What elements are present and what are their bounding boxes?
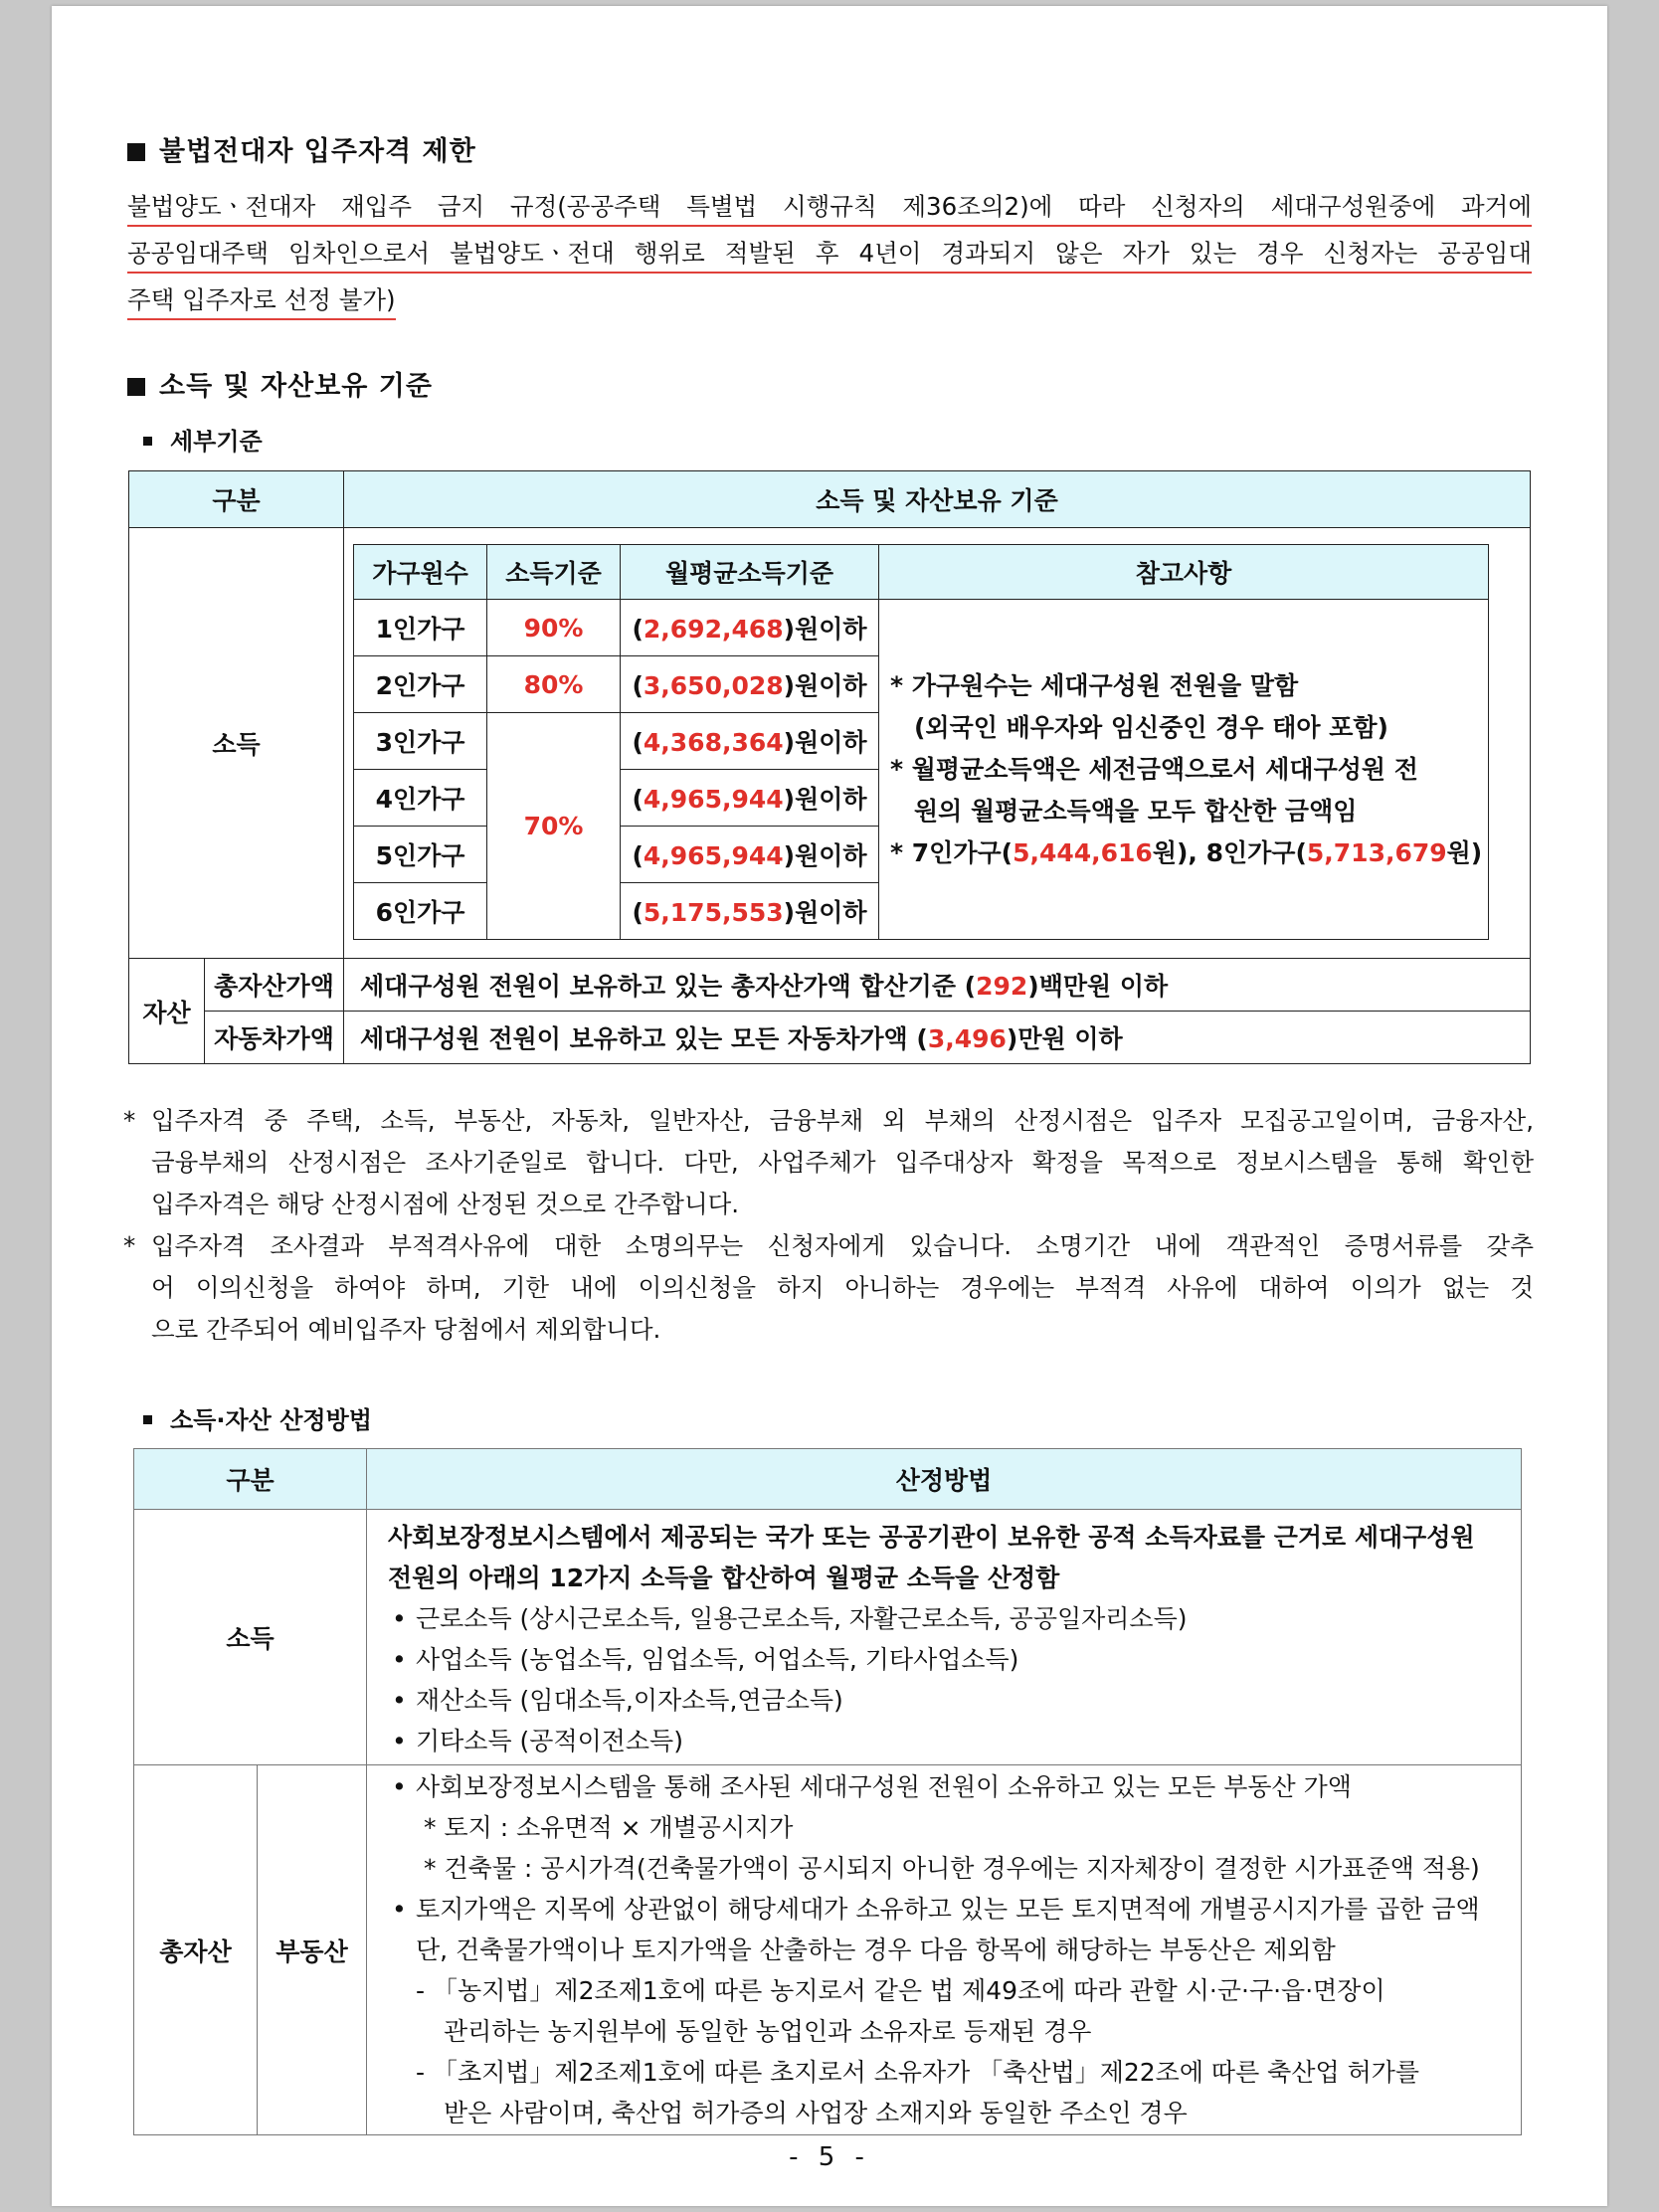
monthly-income-limit bbox=[621, 827, 879, 883]
household-count: 2인가구 bbox=[354, 656, 487, 713]
inner-header-monthly: 월평균소득기준 bbox=[621, 545, 879, 600]
subtitle-text: 소득·자산 산정방법 bbox=[170, 1406, 372, 1434]
income-row-label: 소득 bbox=[134, 1510, 367, 1765]
inner-header-notes: 참고사항 bbox=[879, 545, 1489, 600]
note-household bbox=[880, 665, 1487, 749]
amount-value: 4,965,944 bbox=[643, 841, 784, 870]
paren-open: ( bbox=[632, 785, 644, 814]
amount-suffix: )원이하 bbox=[783, 841, 867, 870]
table-header-method: 산정방법 bbox=[367, 1449, 1522, 1510]
note-text: (외국인 배우자와 임신중인 경우 태아 포함) bbox=[914, 712, 1388, 742]
income-intro-line: 전원의 아래의 12가지 소득을 합산하여 월평균 소득을 산정함 bbox=[388, 1564, 1060, 1592]
list-item: • 기타소득 (공적이전소득) bbox=[388, 1721, 1506, 1761]
paren-open: ( bbox=[632, 615, 644, 644]
section-title-text: 소득 및 자산보유 기준 bbox=[159, 371, 433, 402]
note-text: 원의 월평균소득액을 모두 합산한 금액임 bbox=[914, 796, 1358, 826]
total-asset-row-label: 총자산 bbox=[134, 1765, 258, 2135]
amount-value: 3,650,028 bbox=[643, 671, 784, 700]
monthly-income-limit bbox=[621, 770, 879, 827]
dash-item: - 「농지법」제2조제1호에 따른 농지로서 같은 법 제49조에 따라 관할 시·군·구·읍·면장이 bbox=[416, 1976, 1385, 2005]
calculation-method-table bbox=[133, 1448, 1522, 2135]
household-count: 6인가구 bbox=[354, 883, 487, 940]
section-title-text: 불법전대자 입주자격 제한 bbox=[159, 136, 476, 167]
amount-value: 5,713,679 bbox=[1306, 837, 1447, 867]
small-square-bullet-icon bbox=[143, 437, 152, 446]
page-number: - 5 - bbox=[789, 2142, 870, 2172]
paren-open: ( bbox=[632, 898, 644, 927]
footnote-line: 으로 간주되어 예비입주자 당첨에서 제외합니다. bbox=[151, 1315, 661, 1344]
list-item: • 토지가액은 지목에 상관없이 해당세대가 소유하고 있는 모든 토지면적에 개별공시지가를 곱한 금액 bbox=[388, 1889, 1506, 1930]
income-intro-line: 사회보장정보시스템에서 제공되는 국가 또는 공공기관이 보유한 공적 소득자료를 근거로 세대구성원 bbox=[388, 1523, 1475, 1552]
asset-row-label: 자산 bbox=[129, 959, 205, 1064]
square-bullet-icon bbox=[127, 378, 145, 396]
criteria-text: )만원 이하 bbox=[1006, 1024, 1123, 1053]
paren-open: ( bbox=[632, 728, 644, 757]
sublease-paragraph bbox=[127, 183, 1532, 323]
income-asset-criteria-table bbox=[128, 470, 1531, 1064]
list-item: • 사회보장정보시스템을 통해 조사된 세대구성원 전원이 소유하고 있는 모든 부동산 가액 bbox=[388, 1766, 1506, 1807]
document-page bbox=[52, 6, 1607, 2206]
sub-item: * 건축물 : 공시가격(건축물가액이 공시되지 아니한 경우에는 지자체장이 결정한 시가표준액 적용) bbox=[424, 1854, 1480, 1883]
list-item: • 사업소득 (농업소득, 임업소득, 어업소득, 기타사업소득) bbox=[388, 1639, 1506, 1680]
section-income-asset-title bbox=[127, 364, 433, 403]
amount-suffix: )원이하 bbox=[783, 898, 867, 927]
footnote-line: 입주자격 중 주택, 소득, 부동산, 자동차, 일반자산, 금융부채 외 부채의 산정시점은 입주자 모집공고일이며, 금융자산, bbox=[151, 1106, 1534, 1135]
criteria-text: 세대구성원 전원이 보유하고 있는 모든 자동차가액 ( bbox=[360, 1024, 928, 1053]
income-ratio: 80% bbox=[487, 656, 621, 713]
notes-cell bbox=[879, 600, 1489, 940]
household-count: 5인가구 bbox=[354, 827, 487, 883]
car-value-criteria bbox=[344, 1012, 1531, 1064]
list-item-continued: 단, 건축물가액이나 토지가액을 산출하는 경우 다음 항목에 해당하는 부동산은 제외함 bbox=[416, 1936, 1336, 1964]
detail-criteria-subtitle bbox=[143, 422, 263, 457]
amount-value: 5,444,616 bbox=[1013, 837, 1153, 867]
note-text: * 월평균소득액은 세전금액으로서 세대구성원 전 bbox=[890, 754, 1418, 784]
dash-item: - 「초지법」제2조제1호에 따른 초지로서 소유자가 「축산법」제22조에 따른 축산업 허가를 bbox=[416, 2058, 1420, 2087]
note-text: 원), 8인가구( bbox=[1152, 837, 1307, 867]
calculation-method-subtitle bbox=[143, 1400, 372, 1435]
sub-item: * 토지 : 소유면적 × 개별공시지가 bbox=[424, 1813, 794, 1842]
subtitle-text: 세부기준 bbox=[170, 428, 263, 456]
criteria-text: 세대구성원 전원이 보유하고 있는 총자산가액 합산기준 ( bbox=[360, 972, 977, 1001]
total-asset-label: 총자산가액 bbox=[205, 959, 344, 1012]
footnote-line: 입주자격 조사결과 부적격사유에 대한 소명의무는 신청자에게 있습니다. 소명기간 내에 객관적인 증명서류를 갖추 bbox=[151, 1231, 1534, 1260]
note-text: 원) bbox=[1446, 837, 1483, 867]
table-header-category: 구분 bbox=[134, 1449, 367, 1510]
amount-value: 2,692,468 bbox=[643, 615, 784, 644]
paragraph-line-2: 공공임대주택 임차인으로서 불법양도ㆍ전대 행위로 적발된 후 4년이 경과되지 않은 자가 있는 경우 신청자는 공공임대 bbox=[127, 239, 1532, 274]
list-item: • 근로소득 (상시근로소득, 일용근로소득, 자활근로소득, 공공일자리소득) bbox=[388, 1598, 1506, 1639]
amount-suffix: )원이하 bbox=[783, 785, 867, 814]
note-text: * 가구원수는 세대구성원 전원을 말함 bbox=[890, 670, 1299, 700]
household-income-table bbox=[353, 544, 1489, 940]
inner-header-household: 가구원수 bbox=[354, 545, 487, 600]
monthly-income-limit bbox=[621, 600, 879, 656]
footnote-1 bbox=[123, 1100, 1534, 1225]
household-count: 4인가구 bbox=[354, 770, 487, 827]
amount-suffix: )원이하 bbox=[783, 615, 867, 644]
monthly-income-limit bbox=[621, 656, 879, 713]
household-count: 3인가구 bbox=[354, 713, 487, 770]
dash-item-continued: 받은 사람이며, 축산업 허가증의 사업장 소재지와 동일한 주소인 경우 bbox=[444, 2099, 1188, 2127]
footnote-line: 금융부채의 산정시점은 조사기준일로 합니다. 다만, 사업주체가 입주대상자 확정을 목적으로 정보시스템을 통해 확인한 bbox=[151, 1148, 1534, 1177]
real-estate-row-label: 부동산 bbox=[258, 1765, 367, 2135]
asterisk-icon: * bbox=[123, 1106, 136, 1135]
income-criteria-cell bbox=[344, 528, 1531, 959]
footnote-line: 입주자격은 해당 산정시점에 산정된 것으로 간주합니다. bbox=[151, 1190, 740, 1218]
household-count: 1인가구 bbox=[354, 600, 487, 656]
criteria-text: )백만원 이하 bbox=[1027, 972, 1169, 1001]
income-ratio: 90% bbox=[487, 600, 621, 656]
table-header-criteria: 소득 및 자산보유 기준 bbox=[344, 471, 1531, 528]
list-item: • 재산소득 (임대소득,이자소득,연금소득) bbox=[388, 1680, 1506, 1721]
paren-open: ( bbox=[632, 671, 644, 700]
amount-value: 5,175,553 bbox=[643, 898, 784, 927]
amount-suffix: )원이하 bbox=[783, 671, 867, 700]
real-estate-method-cell bbox=[367, 1765, 1522, 2135]
square-bullet-icon bbox=[127, 143, 145, 161]
table-header-category: 구분 bbox=[129, 471, 344, 528]
car-value-label: 자동차가액 bbox=[205, 1012, 344, 1064]
amount-suffix: )원이하 bbox=[783, 728, 867, 757]
inner-header-ratio: 소득기준 bbox=[487, 545, 621, 600]
income-method-cell bbox=[367, 1510, 1522, 1765]
footnote-line: 어 이의신청을 하여야 하며, 기한 내에 이의신청을 하지 아니하는 경우에는 부적격 사유에 대하여 이의가 없는 것 bbox=[151, 1273, 1534, 1302]
note-monthly-income bbox=[880, 749, 1487, 832]
footnote-2 bbox=[123, 1225, 1534, 1351]
note-7-8-person bbox=[880, 832, 1487, 874]
dash-item-continued: 관리하는 농지원부에 동일한 농업인과 소유자로 등재된 경우 bbox=[444, 2017, 1092, 2046]
section-illegal-sublease-title bbox=[127, 129, 476, 168]
paren-open: ( bbox=[632, 841, 644, 870]
amount-value: 4,965,944 bbox=[643, 785, 784, 814]
paragraph-line-3: 주택 입주자로 선정 불가) bbox=[127, 285, 396, 320]
note-text: * 7인가구( bbox=[890, 837, 1014, 867]
amount-value: 4,368,364 bbox=[643, 728, 784, 757]
asterisk-icon: * bbox=[123, 1231, 136, 1260]
monthly-income-limit bbox=[621, 883, 879, 940]
monthly-income-limit bbox=[621, 713, 879, 770]
income-ratio-merged: 70% bbox=[487, 713, 621, 940]
amount-value: 292 bbox=[976, 972, 1028, 1001]
table-row bbox=[354, 600, 1489, 656]
amount-value: 3,496 bbox=[927, 1024, 1007, 1053]
total-asset-criteria bbox=[344, 959, 1531, 1012]
paragraph-line-1: 불법양도ㆍ전대자 재입주 금지 규정(공공주택 특별법 시행규칙 제36조의2)에 따라 신청자의 세대구성원중에 과거에 bbox=[127, 192, 1532, 227]
income-row-label: 소득 bbox=[129, 528, 344, 959]
small-square-bullet-icon bbox=[143, 1415, 152, 1424]
